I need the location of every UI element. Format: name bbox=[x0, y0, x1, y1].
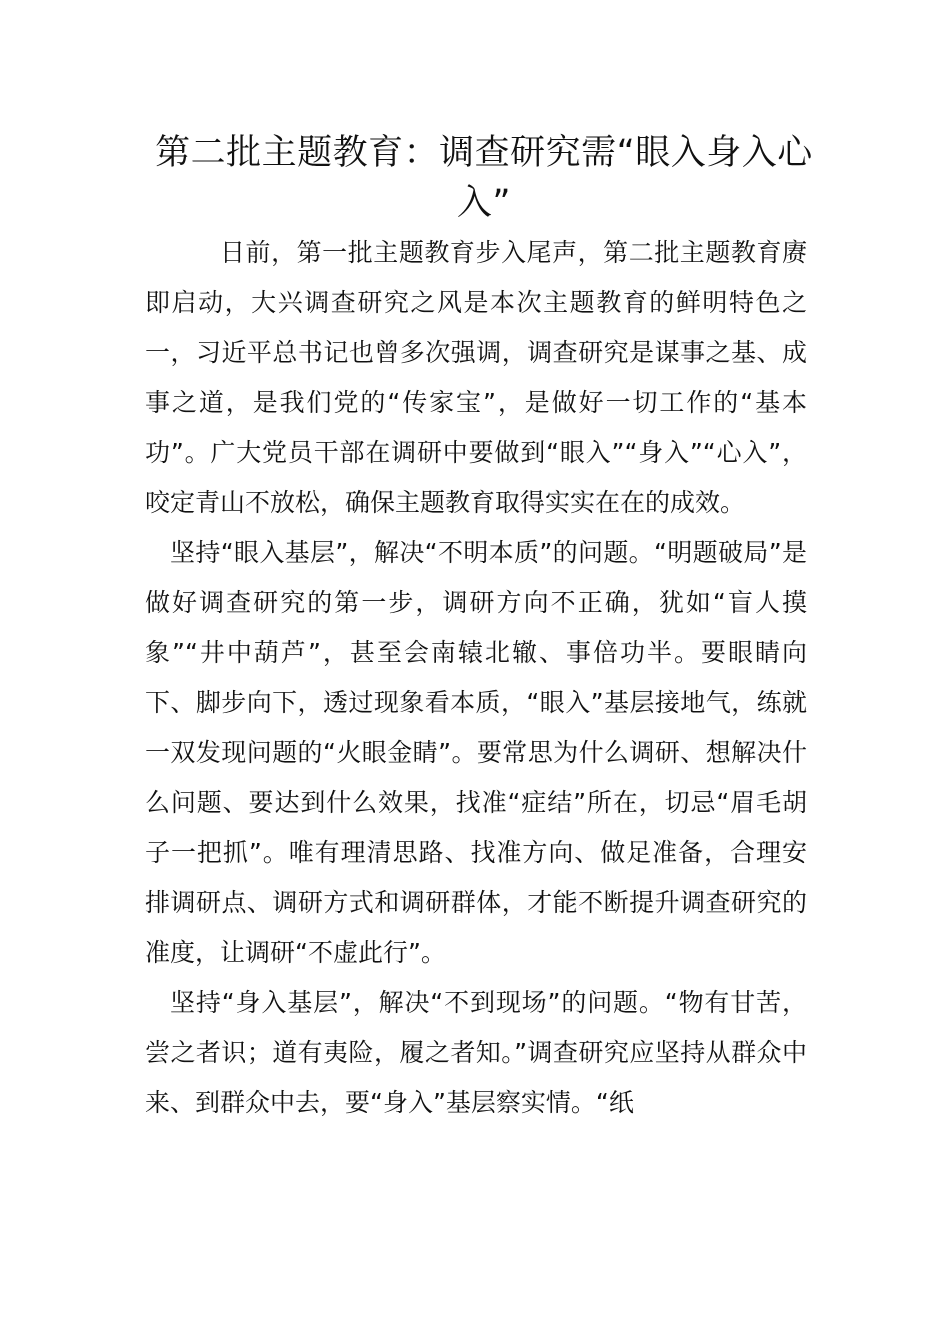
document-body bbox=[145, 128, 813, 1128]
paragraph-eyes-grassroots: 坚持“眼入基层”，解决“不明本质”的问题。“明题破局”是做好调查研究的第一步，调研方向不正确，犹如“盲人摸象”“井中葫芦”，甚至会南辕北辙、事倍功半。要眼睛向下、脚步向下，透过现象看本质，“眼入”基层接地气，练就一双发现问题的“火眼金睛”。要常思为什么调研、想解决什么问题、要达到什么效果，找准“症结”所在，切忌“眉毛胡子一把抓”。唯有理清思路、找准方向、做足准备，合理安排调研点、调研方式和调研群体，才能不断提升调查研究的准度，让调研“不虚此行”。 bbox=[145, 538, 807, 967]
paragraph-intro: 日前，第一批主题教育步入尾声，第二批主题教育赓即启动，大兴调查研究之风是本次主题教育的鲜明特色之一，习近平总书记也曾多次强调，调查研究是谋事之基、成事之道，是我们党的“传家宝”，是做好一切工作的“基本功”。广大党员干部在调研中要做到“眼入”“身入”“心入”，咬定青山不放松，确保主题教育取得实实在在的成效。 bbox=[145, 238, 807, 517]
paragraph-body-grassroots: 坚持“身入基层”，解决“不到现场”的问题。“物有甘苦，尝之者识；道有夷险，履之者知。”调查研究应坚持从群众中来、到群众中去，要“身入”基层察实情。“纸 bbox=[145, 988, 807, 1117]
document-title: 第二批主题教育：调查研究需“眼入身入心入” bbox=[155, 133, 813, 223]
